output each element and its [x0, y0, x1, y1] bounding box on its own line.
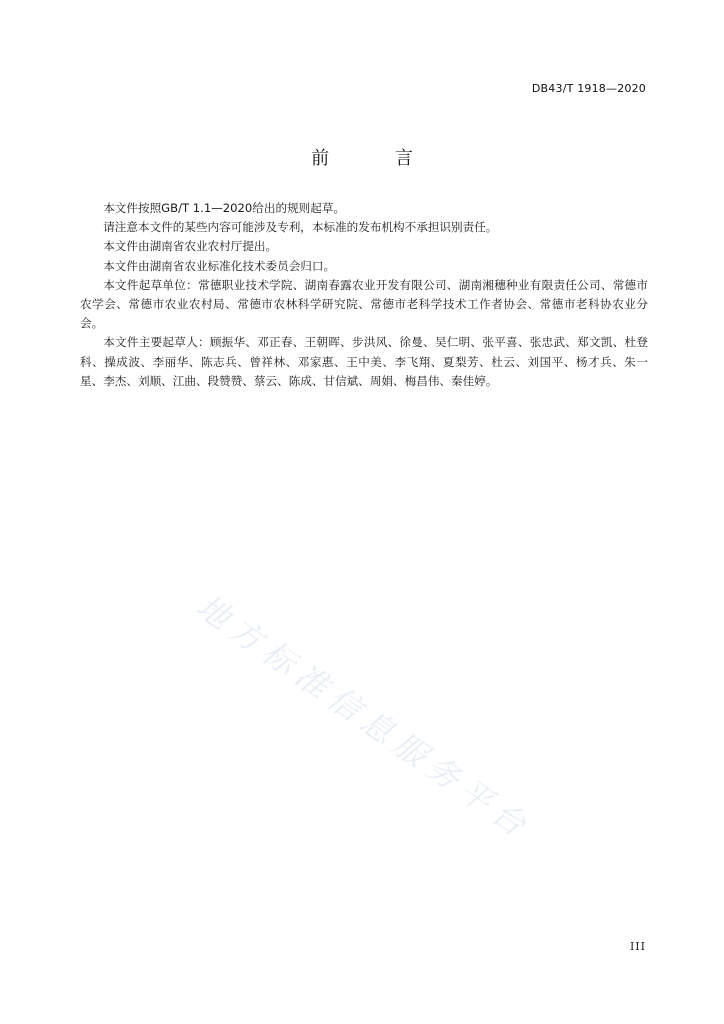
paragraph-drafting-units: 本文件起草单位：常德职业技术学院、湖南春露农业开发有限公司、湖南湘穗种业有限责任公司、常德市农学会、常德市农业农村局、常德市农林科学研究院、常德市老科学技术工作者协会、常德市老科协农业分会。	[80, 277, 648, 331]
paragraph-administrator: 本文件由湖南省农业标准化技术委员会归口。	[103, 258, 336, 273]
foreword-body	[80, 199, 648, 391]
watermark: 地方标准信息服务平台	[189, 587, 540, 848]
page-number: III	[629, 940, 646, 953]
paragraph-patent-notice: 请注意本文件的某些内容可能涉及专利，本标准的发布机构不承担识别责任。	[103, 220, 498, 235]
section-title: 前 言	[311, 148, 443, 169]
paragraph-proposer: 本文件由湖南省农业农村厅提出。	[103, 239, 278, 254]
paragraph-main-drafters: 本文件主要起草人：顾振华、邓正春、王朝晖、步洪风、徐曼、吴仁明、张平喜、张忠武、郑文凯、杜登科、操成波、李丽华、陈志兵、曾祥林、邓家惠、王中美、李飞翔、夏梨芳、杜云、刘国平、杨才兵、朱一星、李杰、刘顺、江曲、段赞赞、蔡云、陈成、甘信斌、周娟、梅昌伟、秦佳婷。	[80, 335, 648, 388]
standard-code: DB43/T 1918—2020	[531, 82, 646, 95]
paragraph-drafting-rules: 本文件按照GB/T 1.1—2020给出的规则起草。	[103, 201, 346, 215]
